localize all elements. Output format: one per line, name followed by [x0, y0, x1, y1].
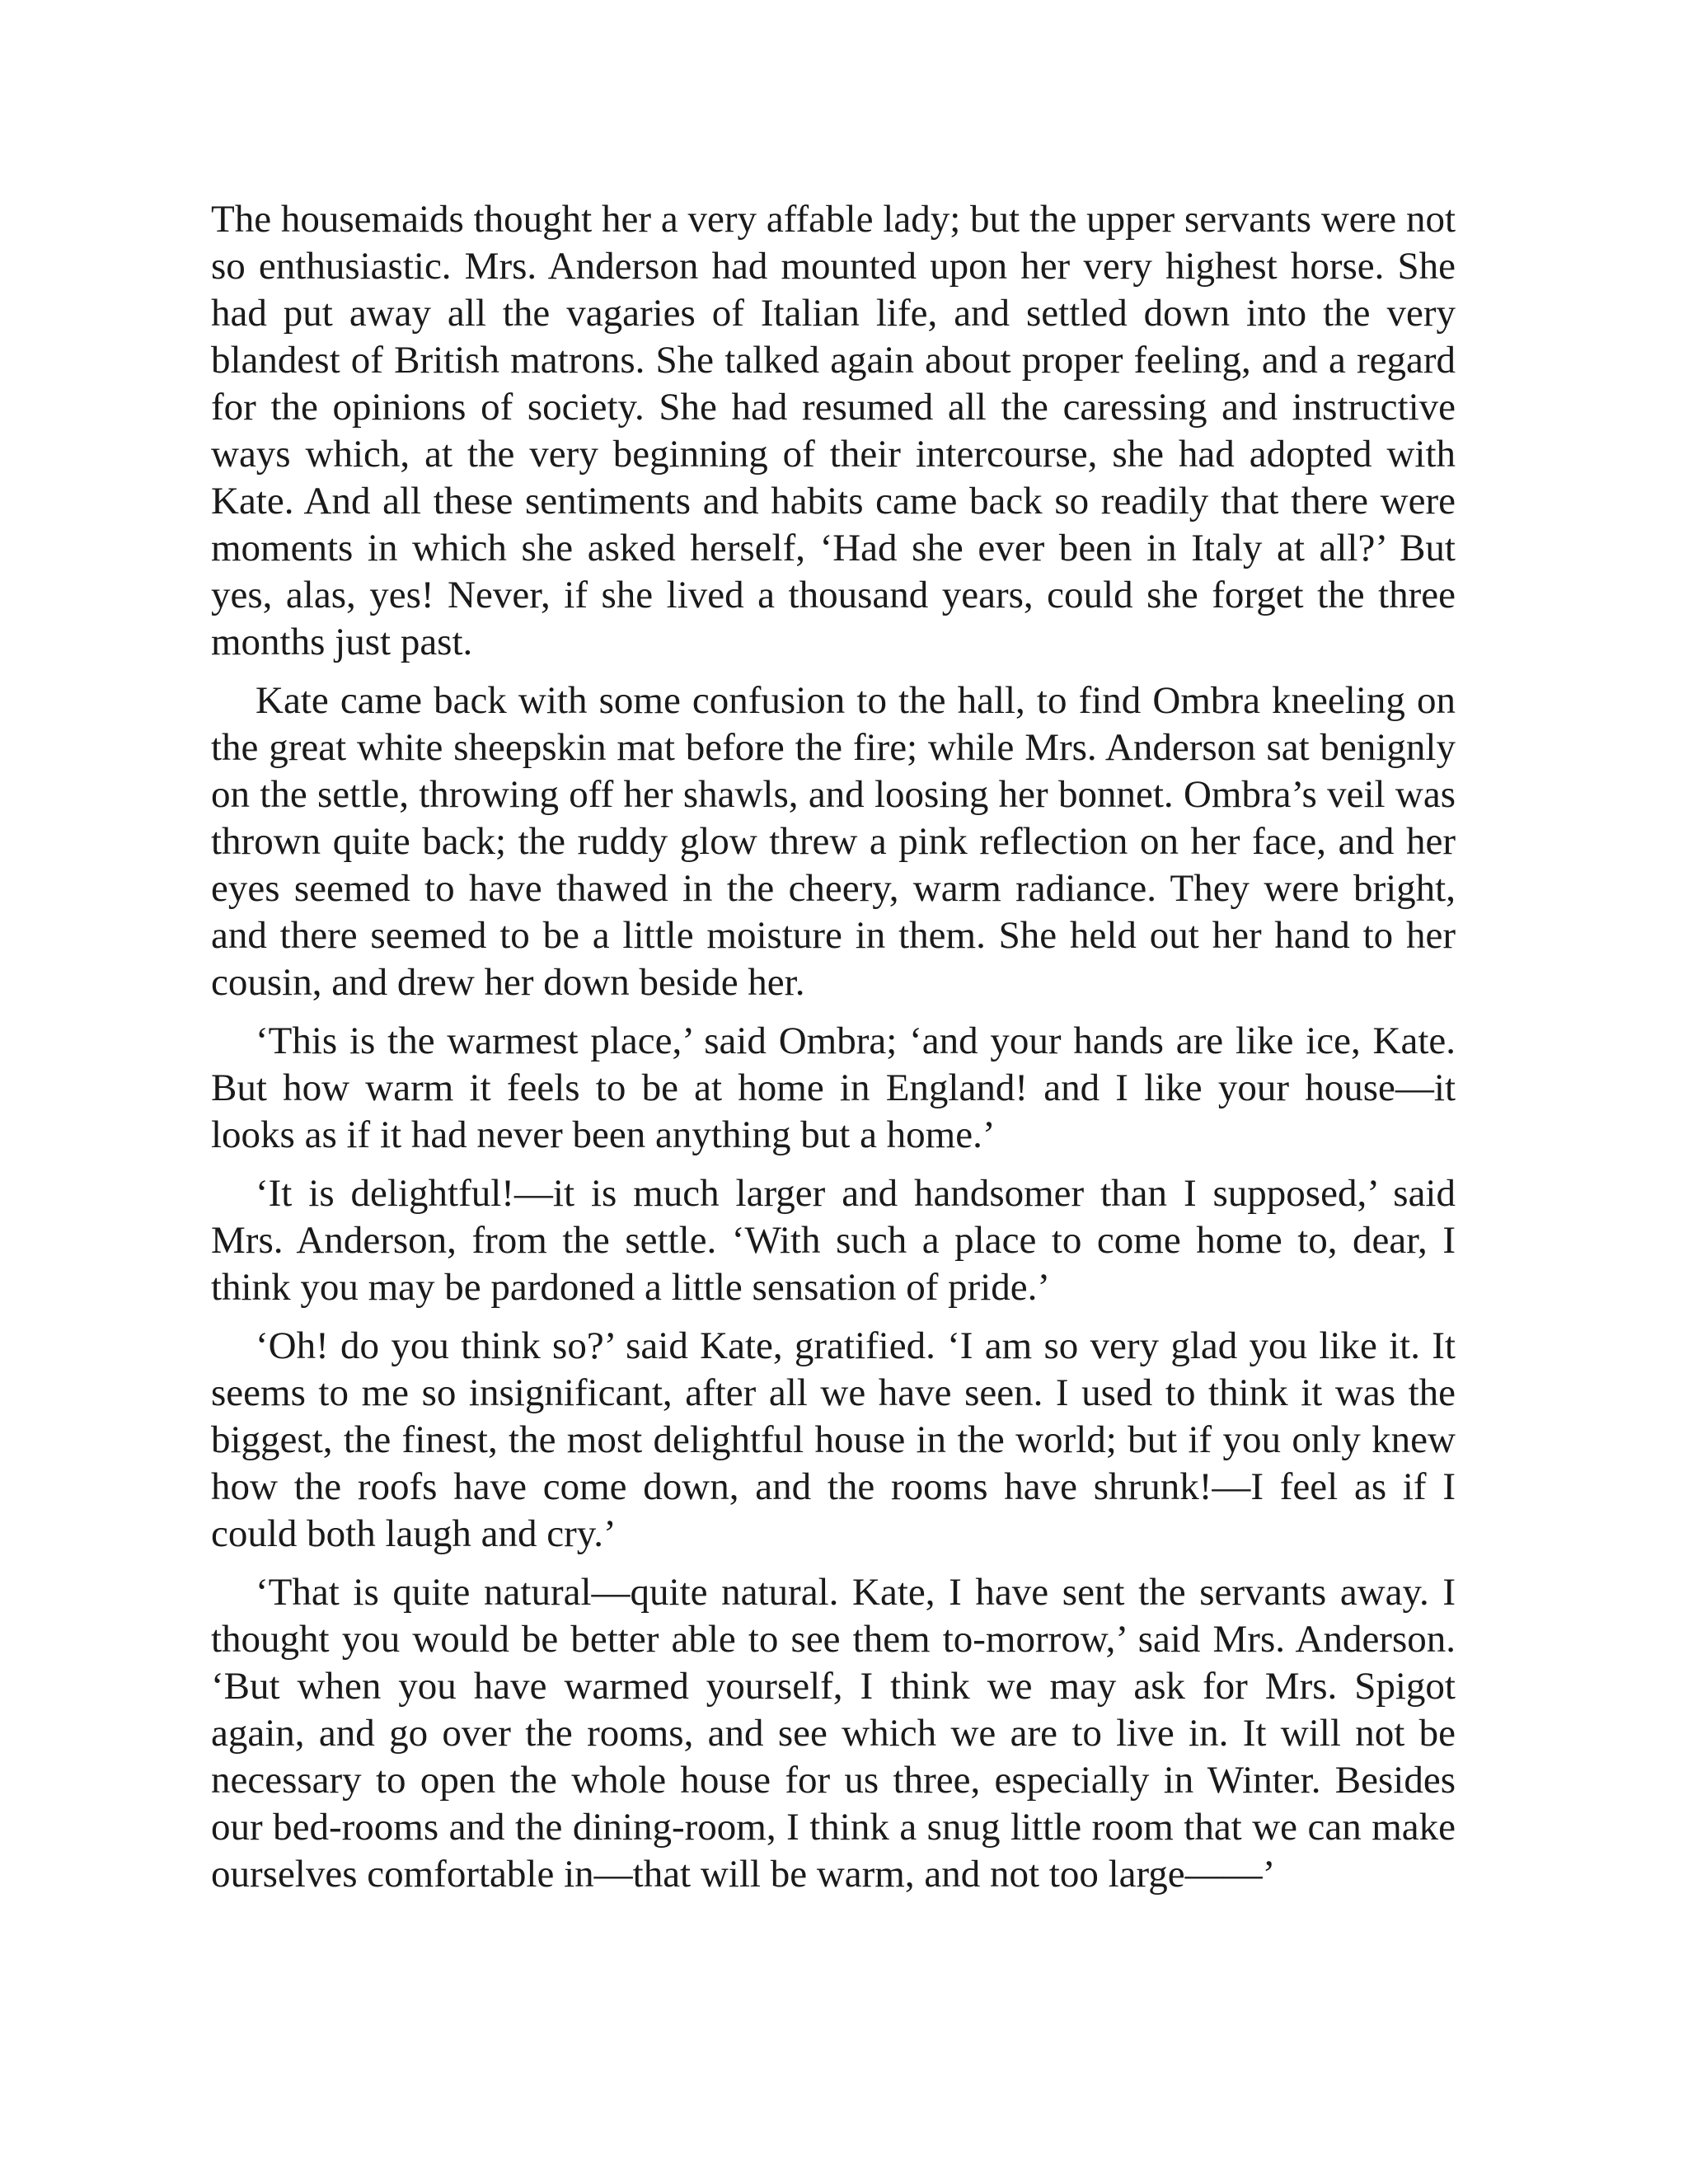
paragraph-6: ‘That is quite natural—quite natural. Kate, I have sent the servants away. I thought you would be better able to see them to-morrow,’ said Mrs. Anderson. ‘But when you have warmed yourself, I think we may ask for Mrs. Spigot again, and go over the rooms, and see which we are to live in. It will not be necessary to open the whole house for us three, especially in Winter. Besides our bed-rooms and the dining-room, I think a snug little room that we can make ourselves comfortable in—that will be warm, and not too large——’	[211, 1571, 1456, 1896]
paragraph-4: ‘It is delightful!—it is much larger and handsomer than I supposed,’ said Mrs. Anderson, from the settle. ‘With such a place to come home to, dear, I think you may be pardoned a little sensation of pride.’	[211, 1172, 1456, 1309]
paragraph-2: Kate came back with some confusion to the hall, to find Ombra kneeling on the great white sheepskin mat before the fire; while Mrs. Anderson sat benignly on the settle, throwing off her shawls, and loosing her bonnet. Ombra’s veil was thrown quite back; the ruddy glow threw a pink reflection on her face, and her eyes seemed to have thawed in the cheery, warm radiance. They were bright, and there seemed to be a little moisture in them. She held out her hand to her cousin, and drew her down beside her.	[211, 679, 1456, 1004]
page-text-body	[211, 196, 1456, 1910]
paragraph-1: The housemaids thought her a very affable lady; but the upper servants were not so enthusiastic. Mrs. Anderson had mounted upon her very highest horse. She had put away all the vagaries of Italian life, and settled down into the very blandest of British matrons. She talked again about proper feeling, and a regard for the opinions of society. She had resumed all the caressing and instructive ways which, at the very beginning of their intercourse, she had adopted with Kate. And all these sentiments and habits came back so readily that there were moments in which she asked herself, ‘Had she ever been in Italy at all?’ But yes, alas, yes! Never, if she lived a thousand years, could she forget the three months just past.	[211, 198, 1456, 663]
paragraph-5: ‘Oh! do you think so?’ said Kate, gratified. ‘I am so very glad you like it. It seems to me so insignificant, after all we have seen. I used to think it was the biggest, the finest, the most delightful house in the world; but if you only knew how the roofs have come down, and the rooms have shrunk!—I feel as if I could both laugh and cry.’	[211, 1324, 1456, 1555]
paragraph-3: ‘This is the warmest place,’ said Ombra; ‘and your hands are like ice, Kate. But how warm it feels to be at home in England! and I like your house—it looks as if it had never been anything but a home.’	[211, 1019, 1456, 1156]
